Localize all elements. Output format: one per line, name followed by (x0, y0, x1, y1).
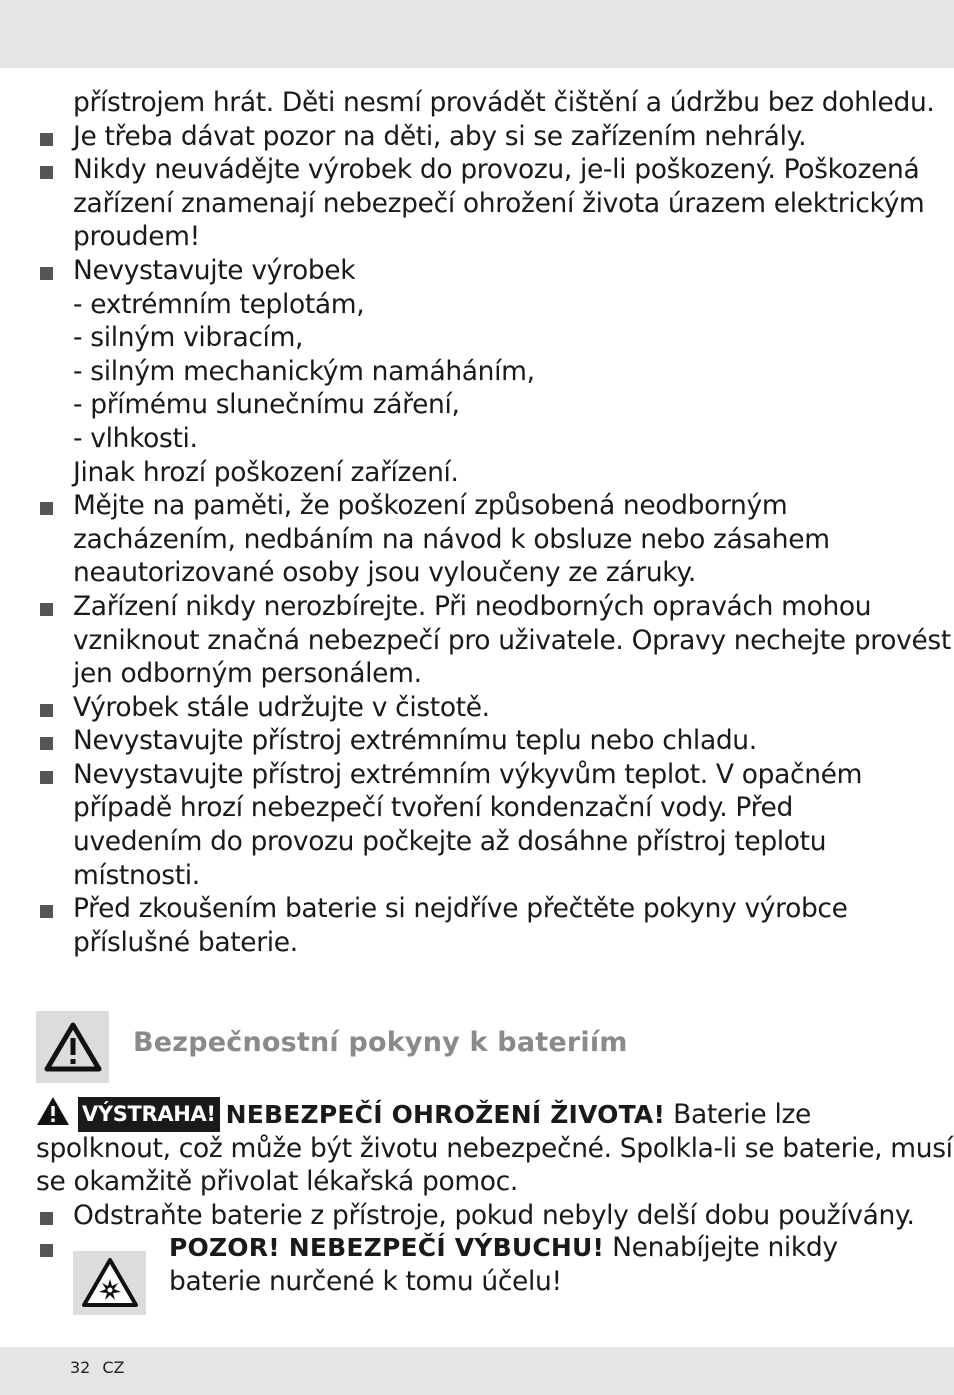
header-band (0, 0, 954, 68)
list-item: Výrobek stále udržujte v čistotě. (36, 691, 921, 725)
list-item: Mějte na paměti, že poškození způsobená neodborným (36, 489, 921, 523)
warning-sign-box (36, 1011, 109, 1083)
explosion-hazard-icon (81, 1257, 139, 1309)
list-item: Zařízení nikdy nerozbírejte. Při neodborných opravách mohou (36, 590, 921, 624)
list-item-continuation: jen odborným personálem. (73, 658, 422, 690)
bullet-square-icon (40, 1212, 53, 1225)
list-item-continuation: uvedením do provozu počkejte až dosáhne přístroj teplotu (73, 826, 827, 858)
list-item: Nikdy neuvádějte výrobek do provozu, je-li poškozený. Poškozená (36, 153, 921, 187)
list-item: Před zkoušením baterie si nejdříve přečtěte pokyny výrobce (36, 892, 921, 926)
list-item: Nevystavujte výrobek (36, 254, 921, 288)
section-title: Bezpečnostní pokyny k bateriím (133, 1027, 628, 1058)
page-footer (70, 1358, 137, 1377)
list-item-continuation: neautorizované osoby jsou vyloučeny ze záruky. (73, 557, 696, 589)
continuation-line: přístrojem hrát. Děti nesmí provádět čištění a údržbu bez dohledu. (73, 87, 935, 118)
list-item-continuation: zacházením, nedbáním na návod k obsluze nebo zásahem (73, 523, 830, 555)
bullet-square-icon (40, 771, 53, 784)
list-item: Nevystavujte přístroj extrémnímu teplu nebo chladu. (36, 724, 921, 758)
list-item-continuation: - přímému slunečnímu záření, (73, 389, 460, 421)
explosion-heading: POZOR! NEBEZPEČÍ VÝBUCHU! (169, 1233, 605, 1262)
warning-triangle-icon (43, 1021, 103, 1073)
bullet-square-icon (40, 166, 53, 179)
list-item-continuation: příslušné baterie. (73, 926, 298, 958)
explosion-text-2: baterie nurčené k tomu účelu! (169, 1265, 562, 1297)
explosion-warning-text (169, 1231, 838, 1298)
list-item-remove-batteries: Odstraňte baterie z přístroje, pokud nebyly delší dobu používány. (36, 1199, 921, 1233)
bullet-square-icon (40, 1244, 53, 1257)
explosion-text-1: Nenabíjejte nikdy (604, 1232, 838, 1263)
list-item: Nevystavujte přístroj extrémním výkyvům teplot. V opačném (36, 758, 921, 792)
list-item-continuation: - silným vibracím, (73, 322, 304, 354)
bullet-square-icon (40, 133, 53, 146)
bullet-square-icon (40, 737, 53, 750)
list-item-continuation: místnosti. (73, 859, 200, 891)
warning-badge: VÝSTRAHA! (78, 1097, 220, 1132)
bullet-square-icon (40, 603, 53, 616)
list-item-continuation: - extrémním teplotám, (73, 288, 365, 320)
list-item-continuation: - silným mechanickým namáháním, (73, 355, 535, 387)
explosion-sign-box (73, 1251, 146, 1315)
list-item-continuation: - vlhkosti. (73, 422, 198, 454)
section-header (36, 1011, 921, 1083)
warning-triangle-small-icon (36, 1096, 70, 1126)
list-item-continuation: zařízení znamenají nebezpečí ohrožení života úrazem elektrickým (73, 187, 925, 219)
footer-band (0, 1347, 954, 1395)
warning-text-3: se okamžitě přivolat lékařská pomoc. (36, 1166, 518, 1198)
warning-heading: NEBEZPEČÍ OHROŽENÍ ŽIVOTA! (225, 1100, 666, 1129)
list-item-continuation: vzniknout značná nebezpečí pro uživatele. Opravy nechejte provést (73, 624, 951, 656)
bullet-square-icon (40, 704, 53, 717)
list-item: Je třeba dávat pozor na děti, aby si se zařízením nehrály. (36, 120, 921, 154)
bullet-square-icon (40, 267, 53, 280)
warning-text-1: Baterie lze (665, 1099, 811, 1130)
list-item-continuation: Jinak hrozí poškození zařízení. (73, 456, 459, 488)
page-number: 32 (70, 1358, 91, 1377)
safety-text (36, 86, 951, 959)
list-item-continuation: případě hrozí nebezpečí tvoření kondenzační vody. Před (73, 792, 793, 824)
bullet-square-icon (40, 502, 53, 515)
bullet-list (36, 120, 951, 960)
language-code: CZ (102, 1358, 125, 1377)
warning-text-2: spolknout, což může být životu nebezpečné. Spolkla-li se baterie, musí (36, 1132, 953, 1164)
list-item-continuation: proudem! (73, 221, 200, 253)
battery-warning (36, 1096, 953, 1232)
explosion-warning-item (36, 1231, 921, 1317)
bullet-square-icon (40, 905, 53, 918)
